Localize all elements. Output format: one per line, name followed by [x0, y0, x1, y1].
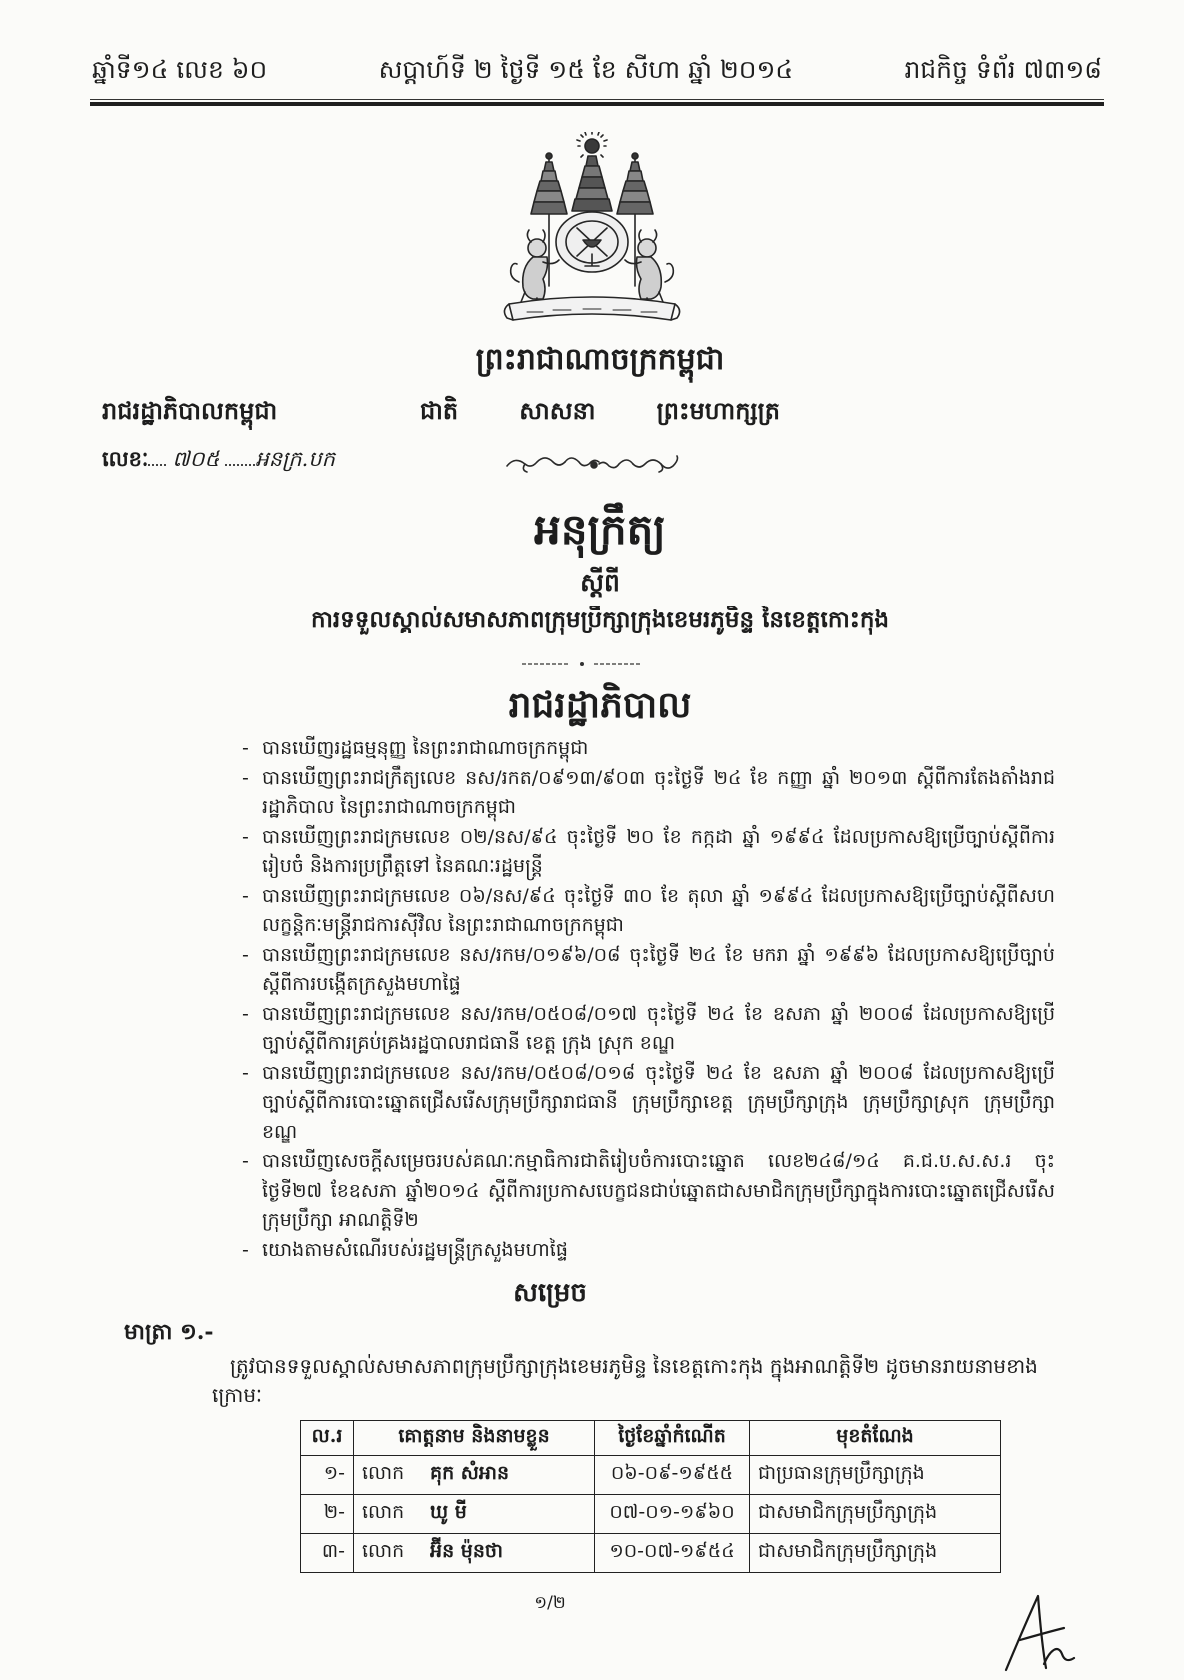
gazette-issue: ឆ្នាំទី១៤ លេខ ៦០: [92, 55, 268, 84]
document-type: អនុក្រឹត្យ: [534, 505, 666, 554]
row-number: ១-: [301, 1456, 354, 1495]
issuer-name: រាជរដ្ឋាភិបាលកម្ពុជា: [102, 396, 278, 425]
members-table: [300, 1420, 1001, 1573]
member-name: អ៊ីន ម៉ុនថា: [430, 1540, 503, 1562]
preamble-item: - យោងតាមសំណើរបស់រដ្ឋមន្ត្រីក្រសួងមហាផ្ទៃ: [240, 1236, 1055, 1266]
motto-religion: សាសនា: [519, 396, 596, 425]
decision-heading: សម្រេច: [513, 1278, 587, 1308]
document-subject: ការទទួលស្គាល់សមាសភាពក្រុមប្រឹក្សាក្រុងខេមរភូមិន្ទ នៃខេត្តកោះកុង: [310, 606, 890, 633]
honorific: លោក: [362, 1540, 405, 1562]
header-rule-thin: [90, 99, 1104, 100]
table-row: [301, 1456, 1001, 1495]
sun-emblem: [577, 132, 607, 158]
header-number: ល.រ: [301, 1421, 354, 1456]
row-number: ២-: [301, 1495, 354, 1534]
preamble-item: - បានឃើញព្រះរាជក្រមលេខ នស/រកម/០៥០៨/០១៨ ចុះថ្ងៃទី ២៤ ខែ ឧសភា ឆ្នាំ ២០០៨ ដែលប្រកាសឱ្យប្រើច្បាប់ស្តីពីការបោះឆ្នោតជ្រើសរើសក្រុមប្រឹក្សារាជធានី ក្រុមប្រឹក្សាខេត្ត ក្រុមប្រឹក្សាក្រុង ក្រុមប្រឹក្សាស្រុក ក្រុមប្រឹក្សាខណ្ឌ: [240, 1059, 1055, 1148]
member-name-cell: [354, 1456, 595, 1495]
date-of-birth: ០៧-០១-១៩៦០: [595, 1495, 750, 1534]
right-lion: [625, 230, 673, 304]
preamble-item: - បានឃើញព្រះរាជក្រមលេខ នស/រកម/០១៩៦/០៨ ចុះថ្ងៃទី ២៤ ខែ មករា ឆ្នាំ ១៩៩៦ ដែលប្រកាសឱ្យប្រើច្បាប់ស្តីពីការបង្កើតក្រសួងមហាផ្ទៃ: [240, 941, 1055, 1000]
preamble-item: - បានឃើញព្រះរាជក្រមលេខ ០៦/នស/៩៤ ចុះថ្ងៃទី ៣០ ខែ តុលា ឆ្នាំ ១៩៩៤ ដែលប្រកាសឱ្យប្រើច្បាប់ស្តីពីសហលក្ខន្តិកៈមន្ត្រីរាជការស៊ីវិល នៃព្រះរាជាណាចក្រកម្ពុជា: [240, 882, 1055, 941]
page-number: ១/២: [534, 1593, 566, 1613]
header-date-of-birth: ថ្ងៃខែឆ្នាំកំណើត: [595, 1421, 750, 1456]
base-ribbon: [504, 297, 679, 320]
handwritten-initial-signature: [998, 1588, 1084, 1674]
kingdom-title: ព្រះរាជាណាចក្រកម្ពុជា: [475, 342, 725, 377]
national-motto: [420, 396, 780, 431]
table-row: [301, 1534, 1001, 1573]
dotted-leader: [148, 458, 166, 466]
dashed-separator: [520, 660, 644, 668]
reference-label: លេខៈ: [102, 446, 149, 471]
preamble-item: - បានឃើញព្រះរាជក្រឹត្យលេខ នស/រកត/០៩១៣/៩០៣ ចុះថ្ងៃទី ២៤ ខែ កញ្ញា ឆ្នាំ ២០១៣ ស្តីពីការតែងតាំងរាជរដ្ឋាភិបាល នៃព្រះរាជាណាចក្រកម្ពុជា: [240, 764, 1055, 823]
position: ជាសមាជិកក្រុមប្រឹក្សាក្រុង: [750, 1534, 1001, 1573]
preamble-item: - បានឃើញព្រះរាជក្រមលេខ នស/រកម/០៥០៨/០១៧ ចុះថ្ងៃទី ២៤ ខែ ឧសភា ឆ្នាំ ២០០៨ ដែលប្រកាសឱ្យប្រើច្បាប់ស្តីពីការគ្រប់គ្រងរដ្ឋបាលរាជធានី ខេត្ត ក្រុង ស្រុក ខណ្ឌ: [240, 1000, 1055, 1059]
position: ជាសមាជិកក្រុមប្រឹក្សាក្រុង: [750, 1495, 1001, 1534]
article-1-heading: មាត្រា ១.-: [124, 1319, 214, 1345]
motto-king: ព្រះមហាក្សត្រ: [656, 396, 780, 425]
motto-nation: ជាតិ: [420, 396, 459, 425]
central-shield: [556, 212, 628, 272]
header-rule: [90, 102, 1104, 106]
header-full-name: គោត្តនាម និងនាមខ្លួន: [354, 1421, 595, 1456]
date-of-birth: ១០-០៧-១៩៥៤: [595, 1534, 750, 1573]
decorative-flourish: [503, 452, 685, 478]
gazette-date: សប្តាហ៍ទី ២ ថ្ងៃទី ១៥ ខែ សីហា ឆ្នាំ ២០១៤: [378, 55, 794, 84]
preamble-item: - បានឃើញសេចក្តីសម្រេចរបស់គណៈកម្មាធិការជាតិរៀបចំការបោះឆ្នោត លេខ២៤៨/១៤ គ.ជ.ប.ស.ស.រ ចុះថ្ងៃទី២៧ ខែឧសភា ឆ្នាំ២០១៤ ស្តីពីការប្រកាសបេក្ខជនជាប់ឆ្នោតជាសមាជិកក្រុមប្រឹក្សាក្នុងការបោះឆ្នោតជ្រើសរើសក្រុមប្រឹក្សា អាណត្តិទី២: [240, 1147, 1055, 1236]
article-1-text: ត្រូវបានទទួលស្គាល់សមាសភាពក្រុមប្រឹក្សាក្រុងខេមរភូមិន្ទ នៃខេត្តកោះកុង ក្នុងអាណត្តិទី២ ដូចមានរាយនាមខាងក្រោមៈ: [212, 1354, 1038, 1407]
preamble-item: - បានឃើញរដ្ឋធម្មនុញ្ញ នៃព្រះរាជាណាចក្រកម្ពុជា: [240, 734, 1055, 764]
honorific: លោក: [362, 1501, 405, 1523]
member-name: ឃូ មី: [430, 1501, 467, 1523]
about-label: ស្តីពី: [580, 568, 620, 597]
member-name-cell: [354, 1495, 595, 1534]
preamble-list: [240, 734, 1055, 1274]
reference-handwritten-number: ៧០៥: [172, 447, 220, 471]
reference-number: [102, 446, 335, 477]
authority-heading: រាជរដ្ឋាភិបាល: [508, 684, 692, 726]
gazette-page: រាជកិច្ច ទំព័រ ៧៣១៨: [904, 55, 1102, 84]
date-of-birth: ០៦-០៩-១៩៥៥: [595, 1456, 750, 1495]
left-lion: [511, 230, 559, 304]
preamble-item: - បានឃើញព្រះរាជក្រមលេខ ០២/នស/៩៤ ចុះថ្ងៃទី ២០ ខែ កក្កដា ឆ្នាំ ១៩៩៤ ដែលប្រកាសឱ្យប្រើច្បាប់ស្តីពីការរៀបចំ និងការប្រព្រឹត្តទៅ នៃគណៈរដ្ឋមន្ត្រី: [240, 823, 1055, 882]
central-crown: [572, 156, 612, 211]
table-row: [301, 1495, 1001, 1534]
gazette-header: [92, 52, 1102, 94]
position: ជាប្រធានក្រុមប្រឹក្សាក្រុង: [750, 1456, 1001, 1495]
member-name-cell: [354, 1534, 595, 1573]
row-number: ៣-: [301, 1534, 354, 1573]
coat-of-arms-emblem: [497, 132, 687, 328]
dotted-leader: [225, 458, 255, 466]
table-header-row: [301, 1421, 1001, 1456]
header-position: មុខតំណែង: [750, 1421, 1001, 1456]
honorific: លោក: [362, 1462, 405, 1484]
reference-suffix: អនក្រ.បក: [255, 447, 335, 471]
member-name: គុក សំអាន: [430, 1462, 510, 1484]
